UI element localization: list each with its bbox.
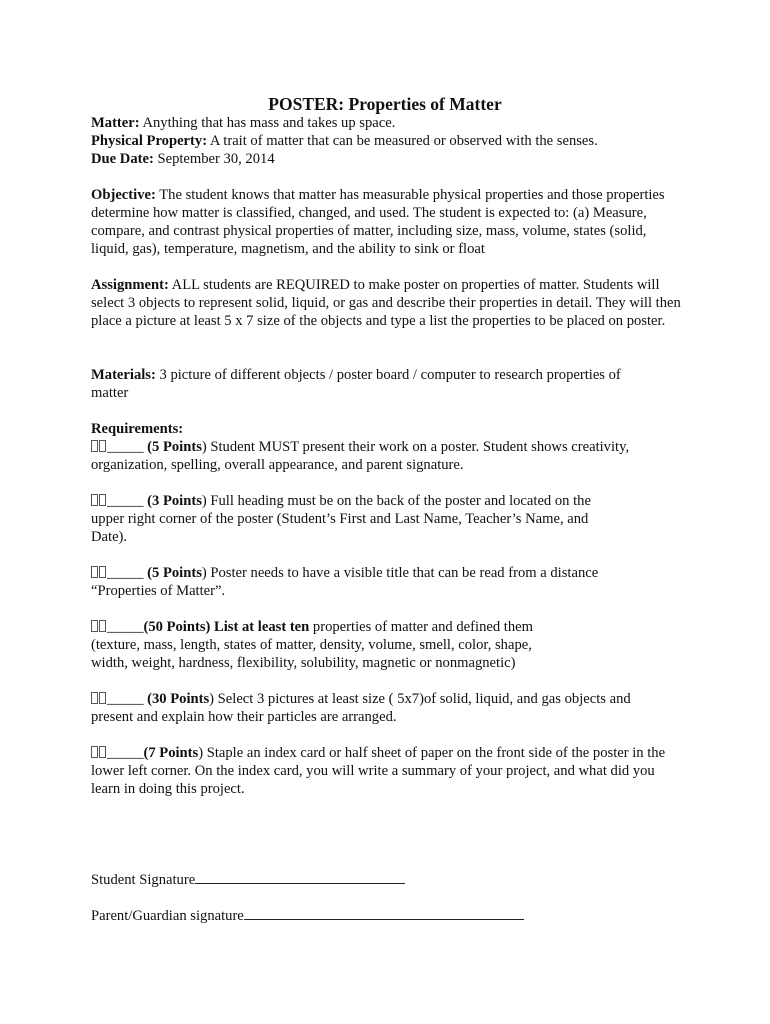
points-blank: _____ <box>107 493 144 509</box>
points-label: (30 Points <box>147 691 210 707</box>
physical-property-line <box>91 133 598 149</box>
checkbox[interactable] <box>91 620 98 632</box>
physical-property-label: Physical Property: <box>91 133 208 149</box>
requirement-text: ) Select 3 pictures at least size ( 5x7)of solid, liquid, and gas objects and present and explain how their particles are arranged. <box>91 691 631 725</box>
requirement-text: ) Staple an index card or half sheet of paper on the front side of the poster in the lower left corner. On the index card, you will write a summary of your project, and what did you learn in doing this project. <box>91 745 666 797</box>
parent-signature-line <box>91 906 691 925</box>
objective-label: Objective: <box>91 187 156 203</box>
points-label: (7 Points <box>143 745 199 761</box>
points-blank: _____ <box>107 439 144 455</box>
matter-label: Matter: <box>91 115 140 131</box>
points-blank: _____ <box>107 691 144 707</box>
checkbox[interactable] <box>99 746 106 758</box>
checkbox[interactable] <box>91 746 98 758</box>
due-date-label: Due Date: <box>91 151 154 167</box>
page-title: POSTER: Properties of Matter <box>268 94 502 114</box>
objective-paragraph <box>91 186 666 258</box>
parent-signature-field[interactable] <box>244 906 524 920</box>
points-label: (5 Points <box>147 439 202 455</box>
checkbox[interactable] <box>91 692 98 704</box>
requirement-item <box>91 618 571 672</box>
physical-property-text: A trait of matter that can be measured or observed with the senses. <box>207 133 598 149</box>
checkbox[interactable] <box>99 692 106 704</box>
list-emphasis: ) List at least ten <box>205 619 310 635</box>
due-date-text: September 30, 2014 <box>153 151 275 167</box>
requirement-item <box>91 690 671 726</box>
points-label: (5 Points <box>147 565 202 581</box>
points-label: (50 Points <box>143 619 206 635</box>
requirement-item <box>91 564 636 600</box>
parent-signature-label: Parent/Guardian signature <box>91 908 244 924</box>
requirements-heading-text: Requirements: <box>91 421 184 437</box>
checkbox[interactable] <box>99 440 106 452</box>
materials-label: Materials: <box>91 367 156 383</box>
assignment-text: ALL students are REQUIRED to make poster on properties of matter. Students will select 3 objects to represent solid, liquid, or gas and describe their properties in detail. They will then place a picture at least 5 x 7 size of the objects and type a list the properties to be placed on poster. <box>91 277 681 329</box>
materials-text: 3 picture of different objects / poster board / computer to research properties of matter <box>91 367 621 401</box>
points-blank: _____ <box>107 619 144 635</box>
definitions <box>91 114 691 168</box>
matter-text: Anything that has mass and takes up space. <box>139 115 396 131</box>
points-label: (3 Points <box>147 493 202 509</box>
requirement-text: ) Poster needs to have a visible title that can be read from a distance “Properties of Matter”. <box>91 565 599 599</box>
requirement-text: properties of matter and defined them (texture, mass, length, states of matter, density, volume, smell, color, shape, width, weight, hardness, flexibility, solubility, magnetic or nonmagnetic) <box>91 619 533 671</box>
requirement-item <box>91 492 596 546</box>
requirements-heading <box>91 420 691 438</box>
requirement-text: ) Full heading must be on the back of the poster and located on the upper right corner of the poster (Student’s First and Last Name, Teacher’s Name, and Date). <box>91 493 591 545</box>
student-signature-field[interactable] <box>195 870 405 884</box>
matter-line <box>91 115 395 131</box>
points-blank: _____ <box>107 745 144 761</box>
objective-text: The student knows that matter has measurable physical properties and those properties determine how matter is classified, changed, and used. The student is expected to: (a) Measure, compare, and contrast physical properties of matter, including size, mass, volume, states (solid, liquid, gas), temperature, magnetism, and the ability to sink or float <box>91 187 665 257</box>
due-date-line <box>91 151 275 167</box>
checkbox[interactable] <box>91 566 98 578</box>
assignment-label: Assignment: <box>91 277 169 293</box>
student-signature-label: Student Signature <box>91 872 196 888</box>
points-blank: _____ <box>107 565 144 581</box>
checkbox[interactable] <box>99 620 106 632</box>
student-signature-line <box>91 870 691 889</box>
requirement-item <box>91 438 671 474</box>
checkbox[interactable] <box>91 494 98 506</box>
checkbox[interactable] <box>99 566 106 578</box>
checkbox[interactable] <box>99 494 106 506</box>
assignment-paragraph <box>91 276 686 330</box>
requirement-text: ) Student MUST present their work on a poster. Student shows creativity, organization, spelling, overall appearance, and parent signature. <box>91 439 630 473</box>
requirement-item <box>91 744 681 798</box>
checkbox[interactable] <box>91 440 98 452</box>
materials-paragraph <box>91 366 651 402</box>
